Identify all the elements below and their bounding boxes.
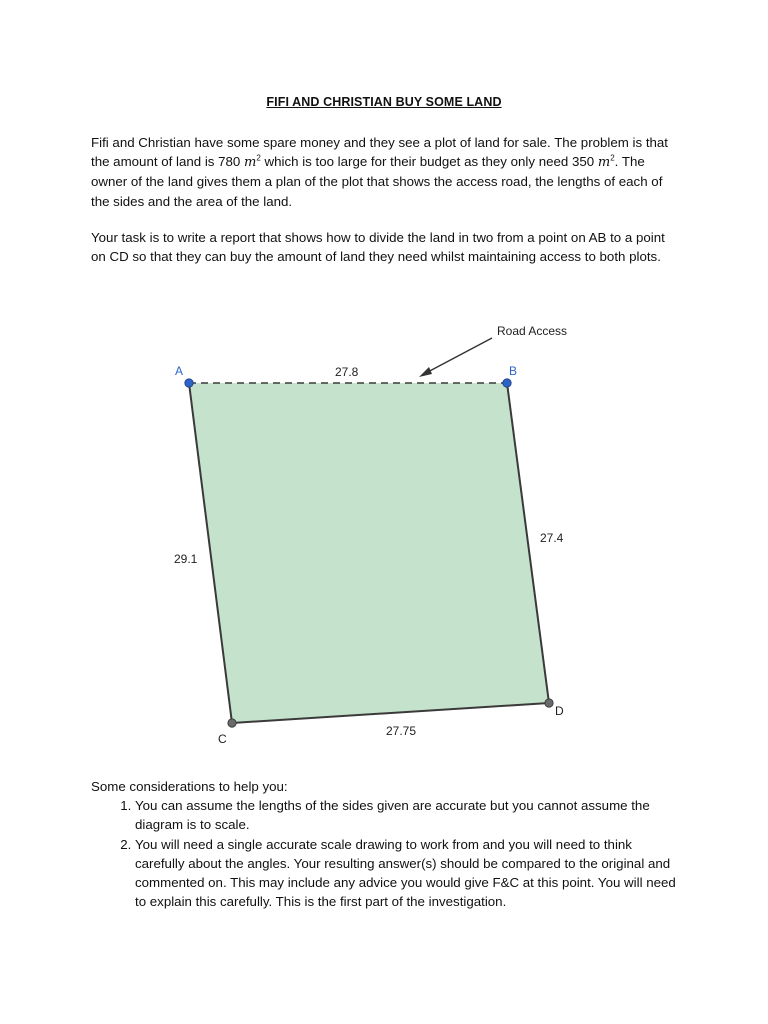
road-access-label: Road Access <box>497 324 568 338</box>
vertex-label-c: C <box>218 732 227 746</box>
consideration-item: 2. You will need a single accurate scale drawing to work from and you will need to think carefully about the angles. Your resulting answer(s) should be compared to the original and commented on. This may include any advice you would give F&C at this point. You will need to explain this carefully. This is the first part of the investigation. <box>135 835 681 912</box>
unit-exponent: 2 <box>256 153 261 163</box>
intro-text-2: which is too large for their budget as they only need 350 <box>260 154 598 170</box>
vertex-label-b: B <box>509 364 518 378</box>
considerations-section <box>91 777 681 911</box>
length-cd: 27.75 <box>386 724 417 738</box>
point-c <box>228 719 236 727</box>
plot-area <box>189 383 549 723</box>
point-b <box>503 379 511 387</box>
intro-paragraph <box>91 133 681 211</box>
intro-text-1: Fifi and Christian have some spare money and they see a plot of land for sale. The problem is that the amount of land is 780 <box>91 135 669 170</box>
unit-exponent-2: 2 <box>610 153 615 163</box>
point-a <box>185 379 193 387</box>
consideration-item: 1. You can assume the lengths of the sides given are accurate but you cannot assume the diagram is to scale. <box>135 796 681 834</box>
road-arrow-head <box>419 367 432 377</box>
land-plot-diagram <box>0 300 768 760</box>
length-bd: 27.4 <box>540 531 564 545</box>
vertex-label-a: A <box>175 364 184 378</box>
vertex-label-d: D <box>555 704 564 718</box>
task-paragraph: Your task is to write a report that shows how to divide the land in two from a point on AB to a point on CD so that they can buy the amount of land they need whilst maintaining access to both plots. <box>91 230 665 265</box>
intro-text-3: . The owner of the land gives them a plan of the plot that shows the access road, the lengths of each of the sides and the area of the land. <box>91 154 663 209</box>
length-ac: 29.1 <box>174 552 198 566</box>
point-d <box>545 699 553 707</box>
length-ab: 27.8 <box>335 365 359 379</box>
document-title: FIFI AND CHRISTIAN BUY SOME LAND <box>266 95 502 109</box>
considerations-list <box>91 796 681 911</box>
road-arrow-shaft <box>424 338 492 374</box>
considerations-heading: Some considerations to help you: <box>91 779 288 794</box>
unit-m: m <box>244 155 257 171</box>
unit-m-2: m <box>597 155 611 171</box>
